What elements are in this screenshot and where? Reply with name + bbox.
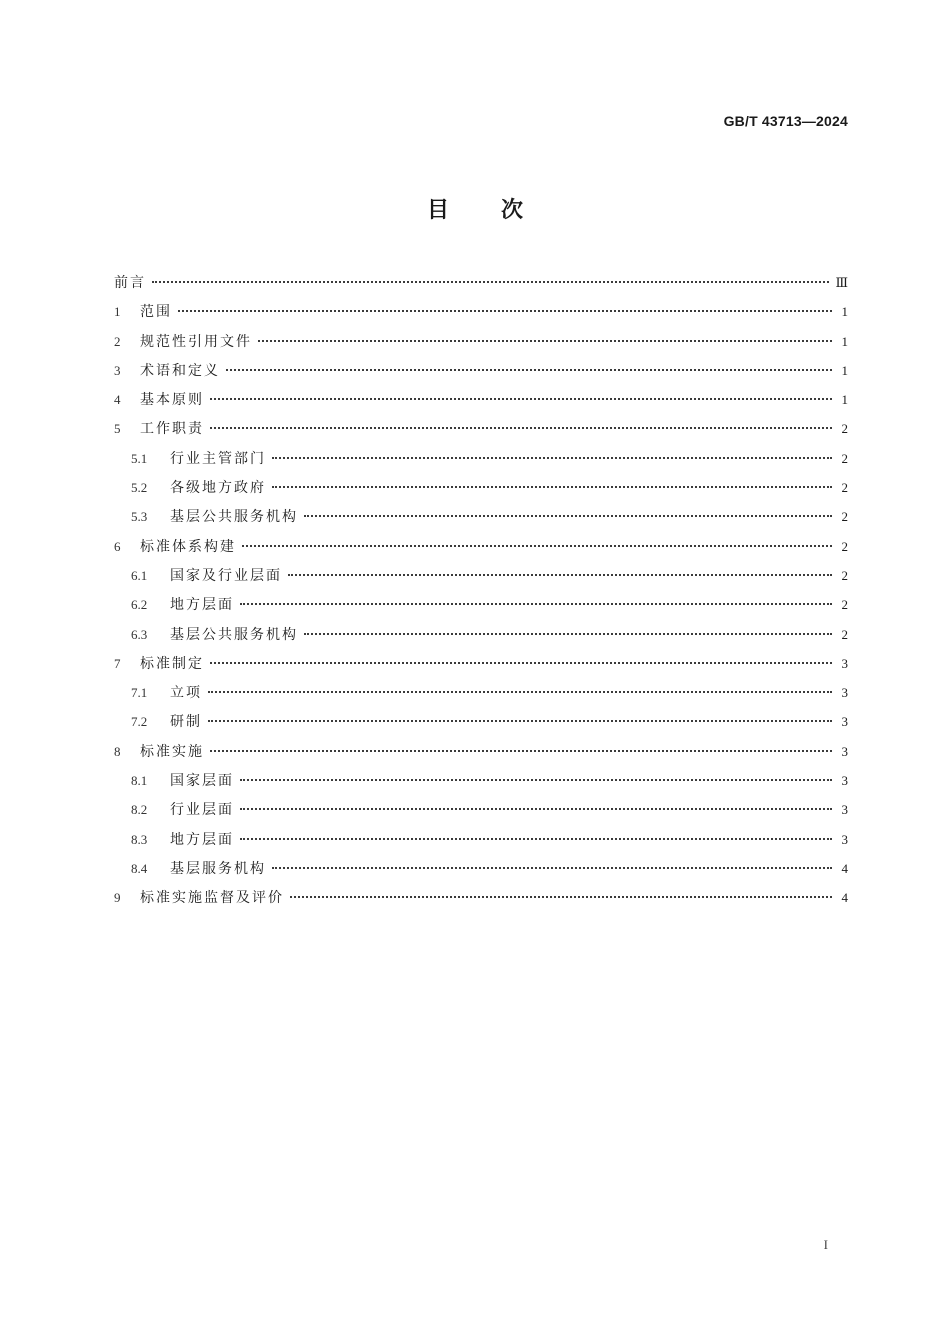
- dot-leader: [210, 750, 832, 752]
- toc-entry-label: 各级地方政府: [170, 480, 266, 497]
- toc-entry-label: 基层服务机构: [170, 860, 266, 877]
- toc-entry-label: 行业主管部门: [170, 450, 266, 467]
- dot-leader: [210, 398, 832, 400]
- toc-entry-label: 国家及行业层面: [170, 567, 282, 584]
- toc-entry-number: 5.2: [131, 480, 148, 496]
- dot-leader: [208, 691, 832, 693]
- toc-entry-label: 前言: [114, 275, 146, 291]
- toc-entry-label: 规范性引用文件: [140, 333, 252, 350]
- toc-entry-7-1[interactable]: [114, 682, 848, 711]
- toc-entry-page: 2: [841, 597, 848, 613]
- dot-leader: [226, 369, 832, 371]
- toc-entry-label: 国家层面: [170, 773, 234, 790]
- dot-leader: [240, 808, 832, 810]
- toc-entry-5-3[interactable]: [114, 506, 848, 535]
- toc-entry-number: 8.1: [131, 773, 148, 789]
- toc-entry-5[interactable]: [114, 418, 848, 447]
- dot-leader: [304, 633, 832, 635]
- toc-entry-page: 4: [841, 890, 848, 906]
- toc-entry-number: 6.3: [131, 626, 148, 642]
- toc-entry-number: 7.2: [131, 714, 148, 730]
- toc-entry-number: 7: [114, 655, 121, 671]
- table-of-contents: [114, 272, 848, 917]
- toc-entry-7-2[interactable]: [114, 711, 848, 740]
- toc-entry-number: 8.2: [131, 802, 148, 818]
- dot-leader: [210, 662, 832, 664]
- toc-entry-label: 地方层面: [170, 597, 234, 614]
- dot-leader: [288, 574, 832, 576]
- toc-entry-6-2[interactable]: [114, 594, 848, 623]
- toc-entry-number: 8: [114, 743, 121, 759]
- toc-entry-1[interactable]: [114, 301, 848, 330]
- toc-entry-label: 研制: [170, 714, 202, 731]
- toc-entry-page: 2: [841, 626, 848, 642]
- toc-entry-page: 1: [841, 392, 848, 408]
- toc-entry-page: 1: [841, 304, 848, 320]
- dot-leader: [240, 779, 832, 781]
- toc-entry-6-3[interactable]: [114, 624, 848, 653]
- dot-leader: [178, 310, 832, 312]
- toc-entry-label: 标准制定: [140, 655, 204, 672]
- dot-leader: [240, 838, 832, 840]
- dot-leader: [290, 896, 832, 898]
- toc-entry-number: 2: [114, 333, 121, 349]
- page-title: 目次: [426, 198, 575, 223]
- toc-entry-label: 基层公共服务机构: [170, 509, 298, 526]
- toc-entry-page: 3: [841, 743, 848, 759]
- dot-leader: [240, 603, 832, 605]
- dot-leader: [272, 867, 832, 869]
- dot-leader: [208, 720, 832, 722]
- toc-entry-page: 3: [841, 802, 848, 818]
- standard-code: GB/T 43713—2024: [723, 113, 848, 129]
- dot-leader: [258, 340, 832, 342]
- toc-entry-label: 工作职责: [140, 421, 204, 438]
- toc-entry-label: 行业层面: [170, 802, 234, 819]
- toc-entry-number: 5.1: [131, 450, 148, 466]
- toc-entry-page: 4: [841, 860, 848, 876]
- toc-entry-label: 基层公共服务机构: [170, 626, 298, 643]
- toc-entry-page: 1: [841, 362, 848, 378]
- toc-entry-page: 2: [841, 480, 848, 496]
- toc-entry-number: 6.2: [131, 597, 148, 613]
- toc-entry-4[interactable]: [114, 389, 848, 418]
- toc-entry-label: 地方层面: [170, 831, 234, 848]
- toc-entry-page: 2: [841, 567, 848, 583]
- toc-entry-8-2[interactable]: [114, 799, 848, 828]
- toc-entry-label: 标准体系构建: [140, 538, 236, 555]
- toc-entry-2[interactable]: [114, 331, 848, 360]
- toc-entry-7[interactable]: [114, 653, 848, 682]
- toc-entry-page: 2: [841, 450, 848, 466]
- toc-entry-8-4[interactable]: [114, 858, 848, 887]
- toc-entry-page: 2: [841, 421, 848, 437]
- dot-leader: [272, 457, 832, 459]
- toc-entry-page: 2: [841, 509, 848, 525]
- toc-entry-page: 3: [841, 831, 848, 847]
- page-number: I: [823, 1237, 828, 1252]
- toc-entry-number: 3: [114, 362, 121, 378]
- toc-entry-foreword[interactable]: [114, 272, 848, 301]
- toc-entry-5-2[interactable]: [114, 477, 848, 506]
- toc-entry-page: 3: [841, 655, 848, 671]
- toc-entry-number: 8.3: [131, 831, 148, 847]
- toc-entry-6[interactable]: [114, 536, 848, 565]
- toc-entry-page: 3: [841, 685, 848, 701]
- toc-entry-page: 1: [841, 333, 848, 349]
- toc-entry-label: 立项: [170, 685, 202, 702]
- toc-entry-page: 3: [841, 773, 848, 789]
- toc-entry-8[interactable]: [114, 741, 848, 770]
- toc-entry-number: 1: [114, 304, 121, 320]
- toc-entry-number: 8.4: [131, 860, 148, 876]
- toc-entry-number: 7.1: [131, 685, 148, 701]
- toc-entry-number: 5: [114, 421, 121, 437]
- toc-entry-label: 基本原则: [140, 392, 204, 409]
- dot-leader: [242, 545, 832, 547]
- toc-entry-8-3[interactable]: [114, 829, 848, 858]
- toc-entry-label: 范围: [140, 304, 172, 321]
- toc-entry-number: 6: [114, 538, 121, 554]
- toc-entry-6-1[interactable]: [114, 565, 848, 594]
- dot-leader: [210, 427, 832, 429]
- toc-entry-3[interactable]: [114, 360, 848, 389]
- toc-entry-8-1[interactable]: [114, 770, 848, 799]
- toc-entry-5-1[interactable]: [114, 448, 848, 477]
- toc-entry-number: 5.3: [131, 509, 148, 525]
- toc-entry-number: 4: [114, 392, 121, 408]
- toc-entry-number: 9: [114, 890, 121, 906]
- toc-entry-page: 3: [841, 714, 848, 730]
- toc-entry-page: Ⅲ: [835, 275, 848, 290]
- toc-entry-label: 术语和定义: [140, 362, 220, 379]
- toc-entry-page: 2: [841, 538, 848, 554]
- dot-leader: [304, 515, 832, 517]
- dot-leader: [272, 486, 832, 488]
- toc-entry-label: 标准实施: [140, 743, 204, 760]
- toc-entry-9[interactable]: [114, 887, 848, 916]
- dot-leader: [152, 281, 829, 283]
- toc-entry-label: 标准实施监督及评价: [140, 890, 284, 907]
- toc-entry-number: 6.1: [131, 567, 148, 583]
